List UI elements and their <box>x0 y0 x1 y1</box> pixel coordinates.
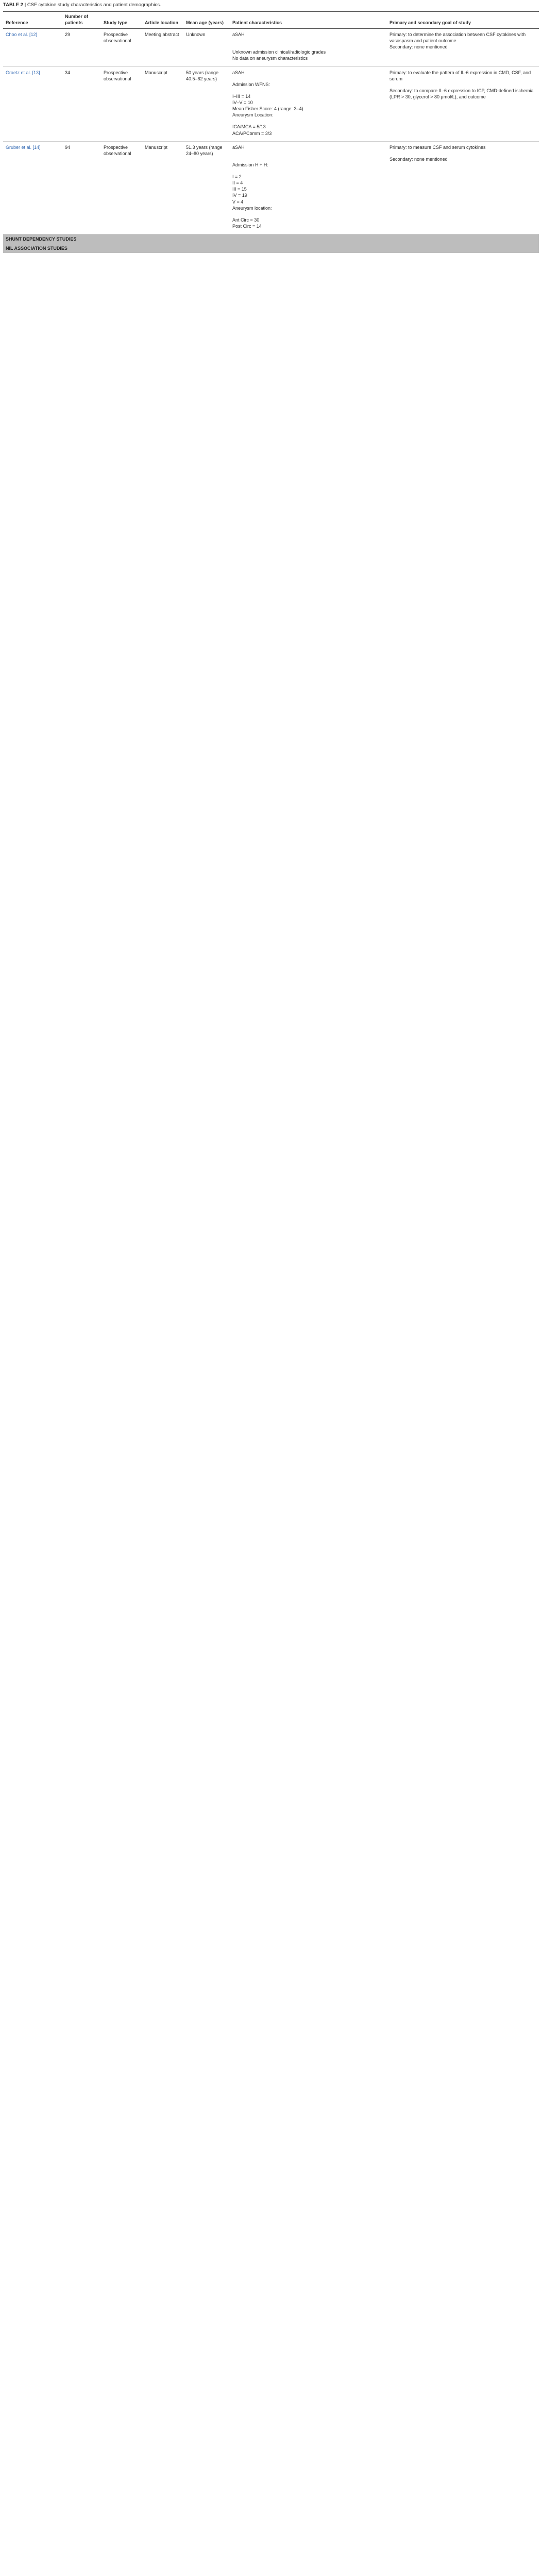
cytokine-study-table <box>3 11 539 253</box>
characteristics-line <box>232 43 384 49</box>
characteristics-line <box>232 150 384 156</box>
section-label-nil: NIL ASSOCIATION STUDIES <box>3 244 539 253</box>
section-label-shunt: SHUNT DEPENDENCY STUDIES <box>3 234 539 244</box>
characteristics-line: II = 4 <box>232 180 243 186</box>
characteristics-line: ACA/PComm = 3/3 <box>232 130 272 136</box>
characteristics-line: Aneurysm Location: <box>232 112 274 118</box>
cell-num-patients: 29 <box>62 29 101 66</box>
cell-mean-age: Unknown <box>183 29 230 66</box>
cell-study-type: Prospective observational <box>101 66 142 141</box>
cell-num-patients: 34 <box>62 66 101 141</box>
cell-mean-age: 50 years (range 40.5–62 years) <box>183 66 230 141</box>
cell-goal <box>387 141 539 234</box>
characteristics-line: Admission WFNS: <box>232 81 270 87</box>
cell-goal <box>387 29 539 66</box>
cell-reference: Choo et al. [12] <box>3 29 62 66</box>
table-caption <box>3 2 539 9</box>
characteristics-line <box>232 76 384 81</box>
table-header-row <box>3 11 539 28</box>
cell-characteristics <box>230 66 387 141</box>
characteristics-line: ICA/MCA = 5/13 <box>232 124 266 130</box>
goal-line: Secondary: to compare IL-6 expression to ICP, CMD-defined ischemia (LPR > 30, glycerol > 80 μmol/L), and outcome <box>389 88 534 100</box>
characteristics-line <box>232 88 384 93</box>
document-page <box>0 0 542 255</box>
characteristics-line: aSAH <box>232 32 245 38</box>
column-header-num-patients: Number of patients <box>62 11 101 28</box>
characteristics-line: III = 15 <box>232 187 247 192</box>
section-header-shunt <box>3 234 539 244</box>
characteristics-line: Post Circ = 14 <box>232 224 262 229</box>
section-header-nil <box>3 244 539 253</box>
column-header-reference: Reference <box>3 11 62 28</box>
cell-characteristics <box>230 29 387 66</box>
cell-study-type: Prospective observational <box>101 141 142 234</box>
cell-location: Meeting abstract <box>142 29 183 66</box>
table-row <box>3 141 539 234</box>
goal-line: Secondary: none mentioned <box>389 156 448 162</box>
table-body <box>3 29 539 253</box>
cell-location: Manuscript <box>142 66 183 141</box>
characteristics-line: I–III = 14 <box>232 93 251 99</box>
characteristics-line: Aneurysm location: <box>232 205 272 211</box>
column-header-location: Article location <box>142 11 183 28</box>
characteristics-line: No data on aneurysm characteristics <box>232 56 308 61</box>
column-header-goal: Primary and secondary goal of study <box>387 11 539 28</box>
cell-characteristics <box>230 141 387 234</box>
characteristics-line: IV–V = 10 <box>232 100 253 106</box>
characteristics-line: aSAH <box>232 144 245 150</box>
characteristics-line: Ant Circ = 30 <box>232 217 260 223</box>
cell-mean-age: 51.3 years (range 24–80 years) <box>183 141 230 234</box>
characteristics-line: I = 2 <box>232 174 242 180</box>
cell-reference: Gruber et al. [14] <box>3 141 62 234</box>
table-row <box>3 66 539 141</box>
characteristics-line: Unknown admission clinical/radiologic grades <box>232 49 326 55</box>
column-header-mean-age: Mean age (years) <box>183 11 230 28</box>
goal-line <box>389 82 536 88</box>
goal-line: Secondary: none mentioned <box>389 44 448 50</box>
characteristics-line: Admission H + H: <box>232 162 268 167</box>
characteristics-line <box>232 118 384 124</box>
characteristics-line <box>232 38 384 43</box>
table-caption-label: TABLE 2 | <box>3 2 26 8</box>
characteristics-line <box>232 168 384 174</box>
goal-line <box>389 150 536 156</box>
characteristics-line <box>232 211 384 217</box>
cell-location: Manuscript <box>142 141 183 234</box>
goal-line: Primary: to determine the association between CSF cytokines with vasospasm and patient outcome <box>389 32 526 44</box>
cell-goal <box>387 66 539 141</box>
goal-line: Primary: to evaluate the pattern of IL-6 expression in CMD, CSF, and serum <box>389 70 531 81</box>
characteristics-line: IV = 19 <box>232 193 247 198</box>
goal-line: Primary: to measure CSF and serum cytokines <box>389 144 486 150</box>
table-caption-text: CSF cytokine study characteristics and patient demographics. <box>27 2 161 8</box>
column-header-characteristics: Patient characteristics <box>230 11 387 28</box>
cell-study-type: Prospective observational <box>101 29 142 66</box>
cell-num-patients: 94 <box>62 141 101 234</box>
cell-reference: Graetz et al. [13] <box>3 66 62 141</box>
table-row <box>3 29 539 66</box>
characteristics-line: V = 4 <box>232 199 244 205</box>
characteristics-line: Mean Fisher Score: 4 (range: 3–4) <box>232 106 303 112</box>
characteristics-line <box>232 156 384 162</box>
characteristics-line: aSAH <box>232 70 245 75</box>
column-header-study-type: Study type <box>101 11 142 28</box>
